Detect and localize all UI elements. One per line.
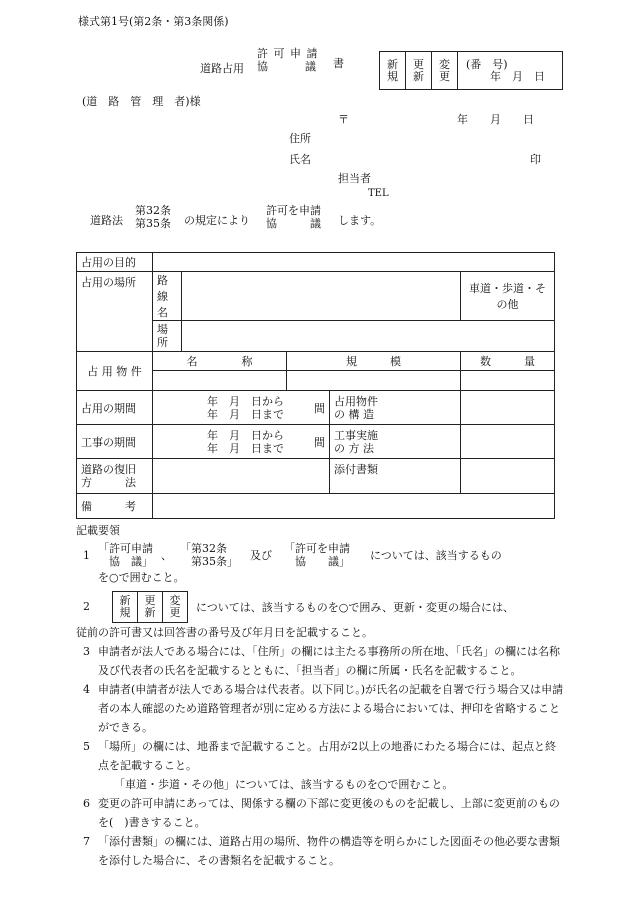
- note-2-status-box: 新 規 更 新 変 更: [112, 591, 188, 623]
- route-field[interactable]: [182, 272, 461, 321]
- purpose-field[interactable]: [153, 253, 555, 272]
- row-work-period: [77, 425, 555, 459]
- location-field[interactable]: [182, 321, 555, 352]
- addressee: (道 路 管 理 者)様: [82, 95, 201, 108]
- object-qty-field[interactable]: [461, 371, 555, 391]
- title-option-permit: 許 可 申 請: [257, 47, 319, 60]
- object-name-field[interactable]: [153, 371, 287, 391]
- structure-label: 占用物件 の 構 造: [330, 391, 461, 425]
- attached-field[interactable]: [461, 459, 555, 494]
- remarks-label: 備 考: [77, 494, 153, 519]
- row-object-header: [77, 352, 555, 371]
- number-date-box: [458, 52, 562, 89]
- restoration-label: 道路の復旧 方 法: [77, 459, 153, 494]
- period-label: 占用の期間: [77, 391, 153, 425]
- object-label: 占 用 物 件: [77, 352, 153, 391]
- col-qty-header: 数 量: [461, 352, 555, 371]
- method-field[interactable]: [461, 425, 555, 459]
- note-2: 2 新 規 更 新 変 更 については、該当するものを○で囲み、更新・変更の場合には、 従前の許可書又は回答書の番号及び年月日を記載すること。: [76, 591, 566, 642]
- note-7: 7 「添付書類」の欄には、道路占用の場所、物件の構造等を明らかにした図面その他必要な書類を添付した場合に、その書類名を記載すること。: [83, 835, 560, 867]
- form-number: 様式第1号(第2条・第3条関係): [78, 15, 229, 28]
- object-scale-field[interactable]: [287, 371, 461, 391]
- number-date-label: 年 月 日: [490, 69, 545, 83]
- instructions: [76, 521, 566, 870]
- note-5: 5 「場所」の欄には、地番まで記載すること。占用が2以上の地番にわたる場合には、起点と終点を記載すること。 「車道・歩道・その他」については、該当するものを○で囲むこと。: [83, 740, 556, 791]
- purpose-label: 占用の目的: [77, 253, 153, 272]
- status-renewal: 更 新: [406, 52, 432, 89]
- location-label: 場 所: [153, 321, 182, 352]
- row-occupancy-period: [77, 391, 555, 425]
- law-end-text: します。: [338, 214, 382, 227]
- contact-label: 担当者: [338, 172, 371, 185]
- application-date: 年 月 日: [457, 113, 534, 126]
- instructions-heading: 記載要領: [76, 524, 120, 537]
- period-field[interactable]: 年 月 日から 年 月 日まで 間: [153, 391, 330, 425]
- row-place-route: [77, 272, 555, 321]
- title-suffix: 書: [333, 57, 344, 70]
- seal-label: 印: [530, 153, 541, 166]
- row-remarks: [77, 494, 555, 519]
- row-restoration: [77, 459, 555, 494]
- address-label: 住所: [289, 132, 311, 145]
- law-articles: 第32条 第35条: [135, 204, 171, 230]
- status-new: 新 規: [380, 52, 406, 89]
- law-middle-text: の規定により: [184, 214, 250, 227]
- work-period-label: 工事の期間: [77, 425, 153, 459]
- title-options: [257, 47, 319, 73]
- note-6: 6 変更の許可申請にあっては、関係する欄の下部に変更後のものを記載し、上部に変更前のものを( )書きすること。: [83, 797, 560, 829]
- number-label: (番 号): [466, 57, 508, 71]
- application-table: [76, 252, 555, 519]
- row-purpose: [77, 253, 555, 272]
- route-label: 路線名: [153, 272, 182, 321]
- col-scale-header: 規 模: [287, 352, 461, 371]
- note-4: 4 申請者(申請者が法人である場合は代表者。以下同じ。)が氏名の記載を自署で行う場合又は申請者の本人確認のため道路管理者が別に定める方法による場合においては、押印を省略することができる。: [83, 683, 564, 734]
- place-label: 占用の場所: [77, 272, 153, 352]
- method-label: 工事実施 の 方 法: [330, 425, 461, 459]
- structure-field[interactable]: [461, 391, 555, 425]
- status-change: 変 更: [432, 52, 458, 89]
- note-1: 1 「許可申請 協 議」 、 「第32条 第35条」 及び 「許可を申請 協 議」 については、該当するもの を○で囲むこと。: [83, 542, 502, 584]
- road-type-options[interactable]: 車道・歩道・その他: [461, 272, 555, 321]
- remarks-field[interactable]: [153, 494, 555, 519]
- name-label: 氏名: [289, 153, 311, 166]
- attached-label: 添付書類: [330, 459, 461, 494]
- law-name: 道路法: [90, 214, 123, 227]
- work-period-field[interactable]: 年 月 日から 年 月 日まで 間: [153, 425, 330, 459]
- title-prefix: 道路占用: [200, 62, 244, 75]
- tel-label: TEL: [368, 188, 389, 199]
- note-3: 3 申請者が法人である場合には、「住所」の欄には主たる事務所の所在地、「氏名」の欄には名称及び代表者の氏名を記載するとともに、「担当者」の欄に所属・氏名を記載すること。: [83, 645, 560, 677]
- status-box: [379, 51, 563, 90]
- law-options: 許可を申請 協 議: [266, 204, 321, 230]
- col-name-header: 名 称: [153, 352, 287, 371]
- title-option-consult: 協 議: [257, 60, 317, 73]
- restoration-field[interactable]: [153, 459, 330, 494]
- postal-mark: 〒: [338, 113, 349, 126]
